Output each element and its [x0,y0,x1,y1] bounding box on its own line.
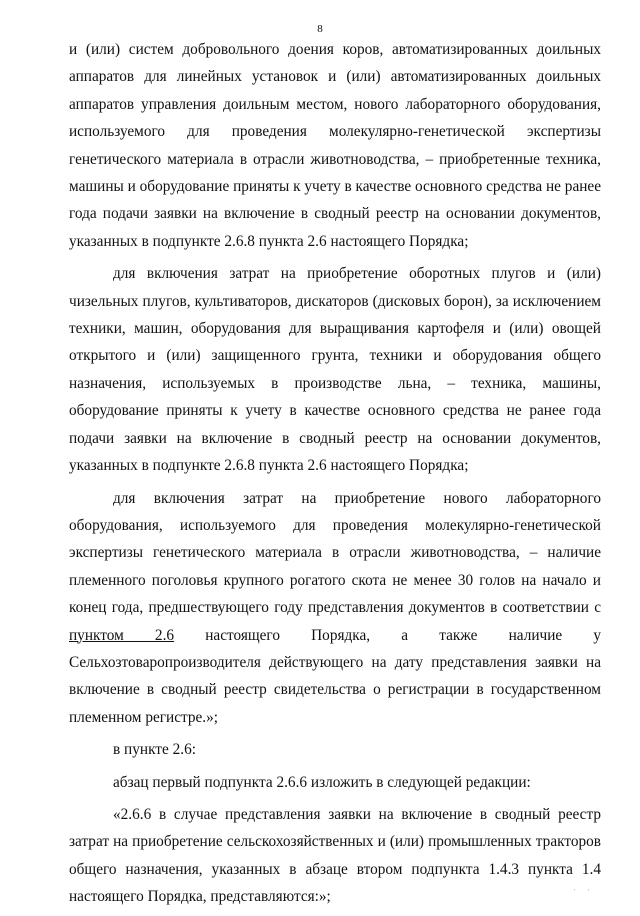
paragraph-subpoint-2-6-6-text: «2.6.6 в случае представления заявки на включение в сводный реестр затрат на приобретение сельскохозяйственных и (или) промышленных тракторов общего назначения, указанных в абзаце втором подпункта 1.4.3 пункта 1.4 настоящего Порядка, представляются:»; [69,805,601,906]
scan-mark: ˙ [587,889,591,897]
point-2-6-link[interactable]: пунктом 2.6 [69,626,175,644]
scan-mark: ˙ [573,889,577,897]
paragraph-equipment-accounting: и (или) систем добровольного доения коров, автоматизированных доильных аппаратов для линейных установок и (или) автоматизированных доильных аппаратов управления доильным местом, нового лабораторного оборудования, используемого для проведения молекулярно-генетической экспертизы генетического материала в отрасли животноводства, – приобретенные техника, машины и оборудование приняты к учету в качестве основного средства не ранее года подачи заявки на включение в сводный реестр на основании документов, указанных в подпункте 2.6.8 пункта 2.6 настоящего Порядка; [69,41,601,250]
page-number: 8 [317,23,323,35]
paragraph-point-2-6: в пункте 2.6: [113,741,196,759]
paragraph-subpoint-2-6-6-instruction: абзац первый подпункта 2.6.6 изложить в следующей редакции: [113,773,531,791]
paragraph-plough-expenses: для включения затрат на приобретение оборотных плугов и (или) чизельных плугов, культиваторов, дискаторов (дисковых борон), за исключением техники, машин, оборудования для выращивания картофеля и (или) овощей открытого и (или) защищенного грунта, техники и оборудования общего назначения, используемых в производстве льна, – техника, машины, оборудование приняты к учету в качестве основного средства не ранее года подачи заявки на включение в сводный реестр на основании документов, указанных в подпункте 2.6.8 пункта 2.6 настоящего Порядка; [69,265,601,475]
paragraph-lab-equipment-text-end: настоящего Порядка, а также наличие у Сельхозтоваропроизводителя действующего на дату представления заявки на включение в сводный реестр свидетельства о регистрации в государственном племенном регистре.»; [69,626,602,726]
paragraph-lab-equipment-text-start: для включения затрат на приобретение нового лабораторного оборудования, используемого для проведения молекулярно-генетической экспертизы генетического материала в отрасли животноводства, – наличие племенного поголовья крупного рогатого скота не менее 30 голов на начало и конец года, предшествующего году представления документов в соответствии с [69,489,601,617]
document-body [69,36,601,916]
paragraph-lab-equipment [69,485,601,732]
